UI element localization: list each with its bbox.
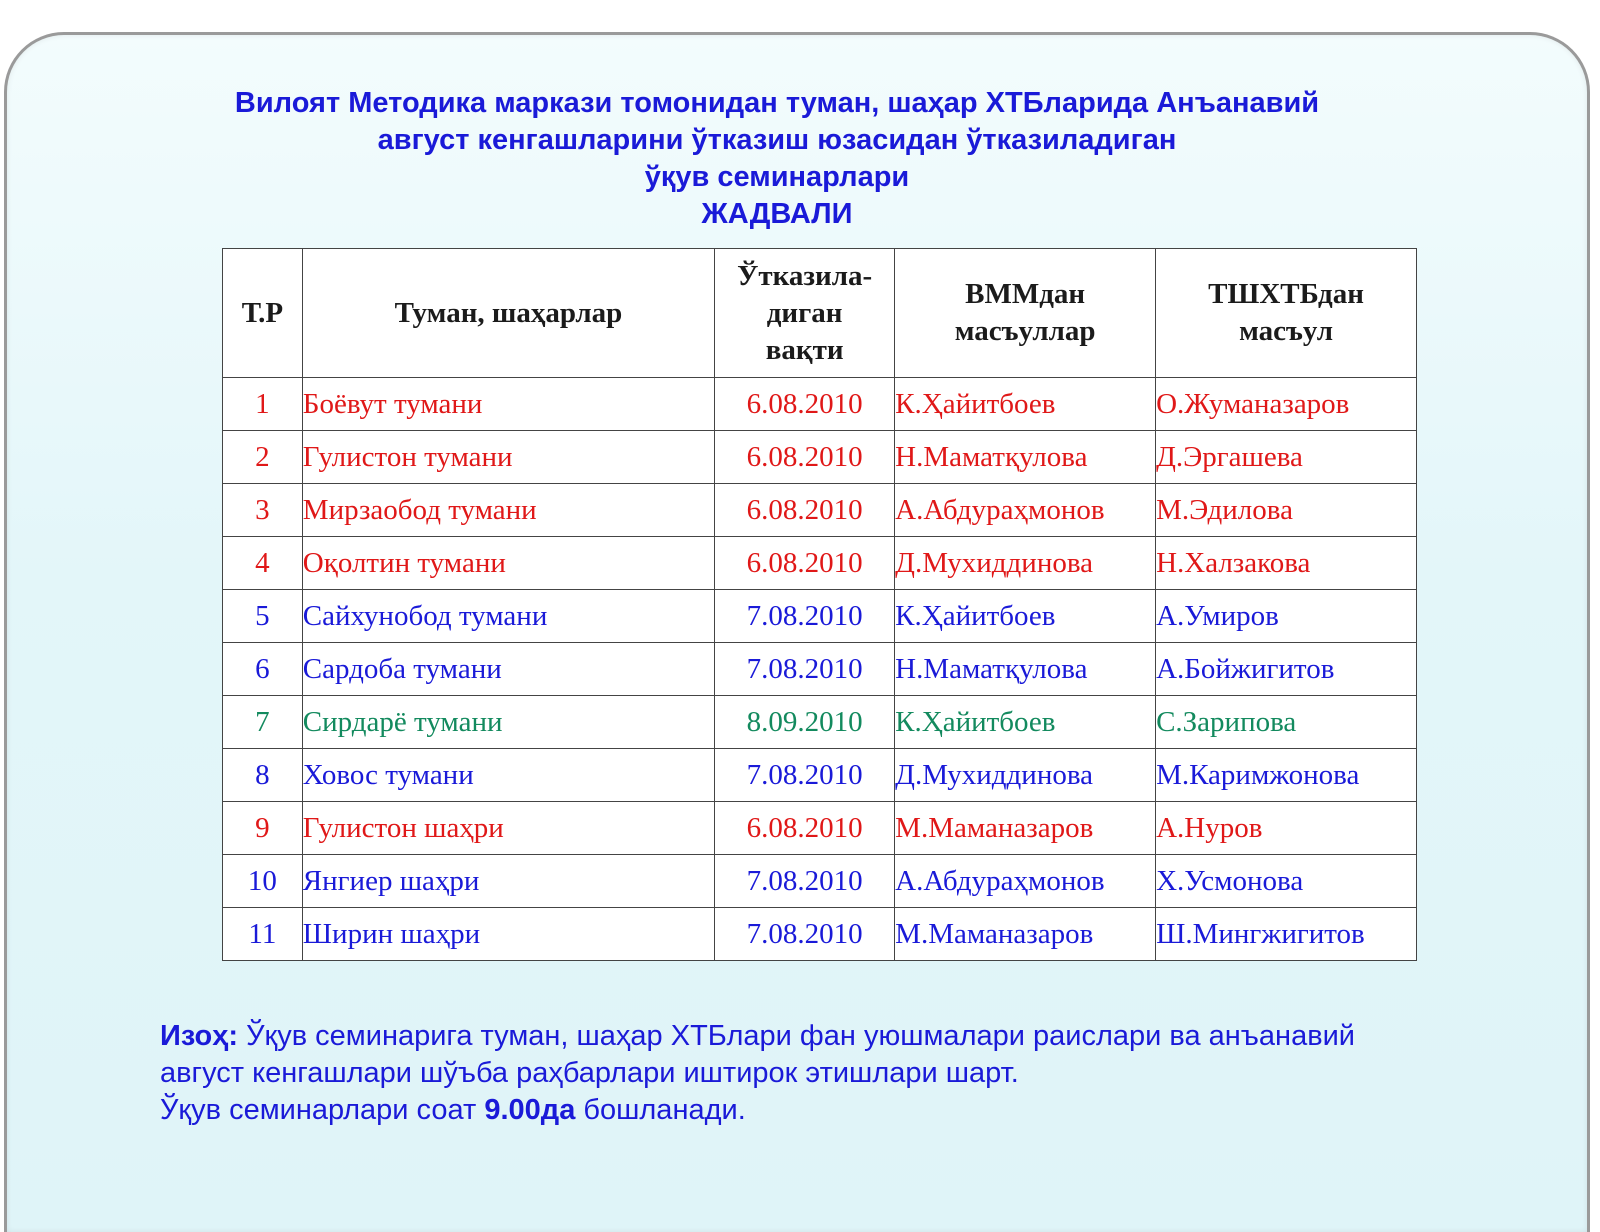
row-date: 6.08.2010 — [715, 484, 895, 537]
row-tshxtb-responsible: А.Бойжигитов — [1156, 643, 1417, 696]
row-date: 7.08.2010 — [715, 908, 895, 961]
schedule-table — [222, 248, 1417, 961]
row-tshxtb-responsible: Ш.Мингжигитов — [1156, 908, 1417, 961]
row-vmm-responsible: Д.Мухиддинова — [895, 749, 1156, 802]
row-number: 2 — [223, 431, 303, 484]
row-district: Оқолтин тумани — [302, 537, 714, 590]
note-line-3-prefix: Ўқув семинарлари соат — [160, 1094, 485, 1126]
row-number: 5 — [223, 590, 303, 643]
title-line-1: Вилоят Методика маркази томонидан туман, шаҳар ХТБларида Анъанавий — [234, 87, 1320, 119]
row-district: Сайхунобод тумани — [302, 590, 714, 643]
title-line-4: ЖАДВАЛИ — [701, 198, 853, 230]
table-row — [223, 590, 1417, 643]
note-line-2: август кенгашлари шўъба раҳбарлари иштирок этишлари шарт. — [160, 1057, 1019, 1089]
note-line-1 — [160, 1018, 1580, 1055]
row-vmm-responsible: Д.Мухиддинова — [895, 537, 1156, 590]
table-row — [223, 378, 1417, 431]
row-district: Сирдарё тумани — [302, 696, 714, 749]
table-row — [223, 537, 1417, 590]
row-tshxtb-responsible: О.Жуманазаров — [1156, 378, 1417, 431]
start-time: 9.00да — [484, 1094, 576, 1126]
title-line-3: ўқув семинарлари — [644, 161, 910, 193]
row-district: Ховос тумани — [302, 749, 714, 802]
row-date: 6.08.2010 — [715, 431, 895, 484]
row-tshxtb-responsible: Х.Усмонова — [1156, 855, 1417, 908]
row-date: 7.08.2010 — [715, 590, 895, 643]
header-tshxtb-responsible: ТШХТБдан масъул — [1156, 249, 1417, 378]
row-vmm-responsible: Н.Маматқулова — [895, 643, 1156, 696]
row-tshxtb-responsible: М.Каримжонова — [1156, 749, 1417, 802]
row-number: 4 — [223, 537, 303, 590]
row-date: 7.08.2010 — [715, 855, 895, 908]
row-vmm-responsible: Н.Маматқулова — [895, 431, 1156, 484]
row-number: 3 — [223, 484, 303, 537]
table-row — [223, 484, 1417, 537]
row-number: 1 — [223, 378, 303, 431]
table-header-row — [223, 249, 1417, 378]
row-date: 7.08.2010 — [715, 643, 895, 696]
note-block — [160, 1018, 1580, 1129]
header-district: Туман, шаҳарлар — [302, 249, 714, 378]
row-vmm-responsible: М.Маманазаров — [895, 802, 1156, 855]
header-vmm-responsible: ВММдан масъуллар — [895, 249, 1156, 378]
row-number: 11 — [223, 908, 303, 961]
table-row — [223, 749, 1417, 802]
row-district: Янгиер шаҳри — [302, 855, 714, 908]
row-vmm-responsible: К.Ҳайитбоев — [895, 378, 1156, 431]
row-district: Боёвут тумани — [302, 378, 714, 431]
row-vmm-responsible: К.Ҳайитбоев — [895, 696, 1156, 749]
row-tshxtb-responsible: Д.Эргашева — [1156, 431, 1417, 484]
row-district: Гулистон тумани — [302, 431, 714, 484]
row-date: 6.08.2010 — [715, 537, 895, 590]
table-row — [223, 908, 1417, 961]
row-date: 8.09.2010 — [715, 696, 895, 749]
row-tshxtb-responsible: С.Зарипова — [1156, 696, 1417, 749]
row-vmm-responsible: К.Ҳайитбоев — [895, 590, 1156, 643]
row-tshxtb-responsible: М.Эдилова — [1156, 484, 1417, 537]
row-number: 7 — [223, 696, 303, 749]
table-row — [223, 643, 1417, 696]
table-body — [223, 378, 1417, 961]
table-row — [223, 431, 1417, 484]
note-line-1-text: Ўқув семинарига туман, шаҳар ХТБлари фан уюшмалари раислари ва анъанавий — [238, 1020, 1355, 1052]
row-tshxtb-responsible: А.Нуров — [1156, 802, 1417, 855]
row-number: 8 — [223, 749, 303, 802]
table-row — [223, 802, 1417, 855]
row-vmm-responsible: А.Абдураҳмонов — [895, 484, 1156, 537]
header-date: Ўтказила- диган вақти — [715, 249, 895, 378]
row-district: Ширин шаҳри — [302, 908, 714, 961]
row-number: 6 — [223, 643, 303, 696]
row-district: Сардоба тумани — [302, 643, 714, 696]
row-vmm-responsible: М.Маманазаров — [895, 908, 1156, 961]
table-row — [223, 696, 1417, 749]
document-title — [7, 85, 1547, 233]
row-tshxtb-responsible: А.Умиров — [1156, 590, 1417, 643]
table-row — [223, 855, 1417, 908]
row-date: 6.08.2010 — [715, 802, 895, 855]
header-number: Т.Р — [223, 249, 303, 378]
note-line-3 — [160, 1092, 1580, 1129]
note-line-3-suffix: бошланади. — [575, 1094, 746, 1126]
row-date: 6.08.2010 — [715, 378, 895, 431]
row-number: 10 — [223, 855, 303, 908]
note-label: Изоҳ: — [160, 1020, 239, 1052]
row-date: 7.08.2010 — [715, 749, 895, 802]
row-vmm-responsible: А.Абдураҳмонов — [895, 855, 1156, 908]
row-district: Гулистон шаҳри — [302, 802, 714, 855]
row-number: 9 — [223, 802, 303, 855]
row-district: Мирзаобод тумани — [302, 484, 714, 537]
row-tshxtb-responsible: Н.Халзакова — [1156, 537, 1417, 590]
title-line-2: август кенгашларини ўтказиш юзасидан ўтказиладиган — [377, 124, 1177, 156]
